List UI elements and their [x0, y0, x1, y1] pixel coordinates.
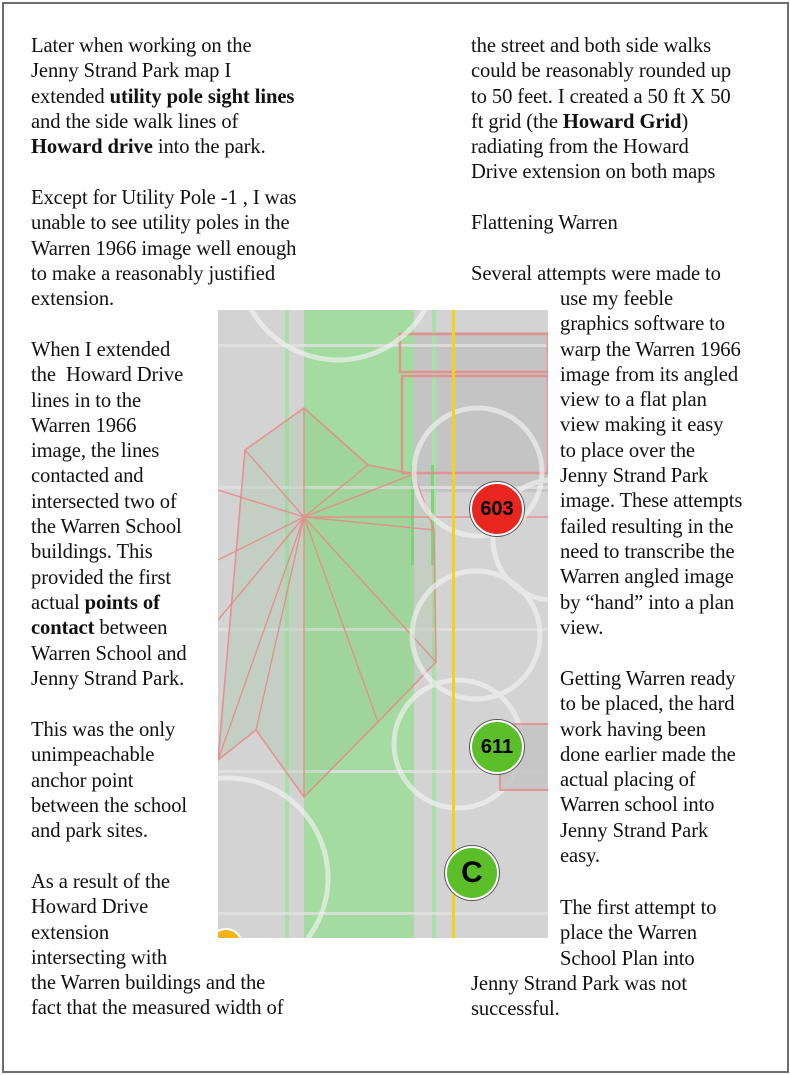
right-paragraph-4-tail — [471, 972, 687, 1023]
text-line: Jenny Strand Park. — [31, 667, 185, 690]
text-line: This was the only — [31, 719, 176, 741]
text-line: and the side walk lines of — [31, 110, 239, 133]
text-span: ft grid (the — [471, 110, 563, 133]
text-line: done earlier made the — [560, 743, 736, 766]
text-span: into the park. — [152, 136, 266, 159]
text-line: The first attempt to — [560, 897, 717, 919]
text-line: the Warren buildings and the — [31, 972, 266, 995]
bold-term-howard-grid: Howard Grid — [562, 110, 682, 133]
text-line: lines in to the — [31, 389, 142, 412]
text-line: Jenny Strand Park — [560, 465, 709, 488]
text-line: the Howard Drive — [31, 364, 184, 387]
text-line: to place over the — [560, 439, 695, 462]
bold-term-contact: contact — [31, 617, 95, 640]
bold-term-howard-drive: Howard drive — [31, 136, 153, 159]
text-line: view making it easy — [560, 414, 724, 437]
text-line: Howard Drive — [31, 896, 149, 919]
bold-term-points-of: points of — [84, 591, 160, 614]
text-line: Jenny Strand Park was not — [471, 973, 687, 995]
text-span: extended — [31, 85, 110, 108]
text-line — [31, 85, 294, 110]
text-line: radiating from the Howard — [471, 136, 689, 159]
text-line: Later when working on the — [31, 35, 252, 57]
text-line: place the Warren — [560, 922, 698, 945]
text-line: Warren 1966 — [31, 414, 137, 437]
text-line: work having been — [560, 718, 706, 741]
text-line: warp the Warren 1966 — [560, 338, 741, 361]
text-line: and park sites. — [31, 820, 148, 843]
marker-label: 603 — [480, 497, 514, 520]
right-paragraph-2-wrapped — [560, 287, 742, 641]
map-drawing — [218, 310, 548, 938]
text-line: easy. — [560, 845, 600, 868]
text-line — [31, 135, 294, 160]
text-line: to 50 feet. I created a 50 ft X 50 — [471, 85, 731, 108]
text-line: image, the lines — [31, 440, 160, 463]
left-paragraph-4 — [31, 718, 187, 844]
text-line: the street and both side walks — [471, 35, 712, 57]
text-span: between — [94, 617, 168, 640]
text-line: Warren angled image — [560, 566, 734, 589]
building-block — [398, 332, 548, 492]
marker-c[interactable] — [445, 846, 499, 900]
left-paragraph-3 — [31, 338, 187, 692]
right-paragraph-3 — [560, 667, 736, 869]
text-span: actual — [31, 591, 85, 614]
text-line: unimpeachable — [31, 744, 155, 767]
text-line — [31, 591, 187, 616]
marker-label: C — [461, 856, 483, 889]
text-line: could be reasonably rounded up — [471, 60, 732, 83]
text-line: Jenny Strand Park map I — [31, 60, 232, 83]
text-line: graphics software to — [560, 313, 725, 336]
text-line — [31, 616, 187, 641]
text-line: unable to see utility poles in the — [31, 212, 290, 235]
text-line: use my feeble — [560, 288, 674, 310]
text-line: fact that the measured width of — [31, 997, 284, 1020]
text-line: As a result of the — [31, 871, 170, 893]
text-line: Drive extension on both maps — [471, 161, 716, 184]
map-image — [218, 310, 548, 938]
text-line: extension. — [31, 288, 115, 311]
text-line: view. — [560, 616, 604, 639]
left-paragraph-2 — [31, 186, 296, 312]
text-line: actual placing of — [560, 769, 696, 792]
text-line: School Plan into — [560, 947, 695, 970]
text-line: to be placed, the hard — [560, 693, 735, 716]
text-line: buildings. This — [31, 541, 153, 564]
text-line: image from its angled — [560, 363, 739, 386]
section-heading: Flattening Warren — [471, 212, 618, 234]
text-line: Except for Utility Pole -1 , I was — [31, 187, 297, 209]
text-line: by “hand” into a plan — [560, 591, 735, 614]
text-line: Getting Warren ready — [560, 668, 736, 690]
text-line: need to transcribe the — [560, 540, 735, 563]
text-span: ) — [681, 110, 689, 133]
road-centerline — [452, 310, 455, 938]
text-line: image. These attempts — [560, 490, 743, 513]
text-line: Jenny Strand Park — [560, 819, 709, 842]
left-paragraph-1 — [31, 34, 294, 160]
text-line: Warren school into — [560, 794, 715, 817]
text-line: to make a reasonably justified — [31, 262, 276, 285]
grid-line — [218, 912, 548, 915]
text-line: intersecting with — [31, 946, 168, 969]
text-line: contacted and — [31, 465, 144, 488]
marker-603[interactable] — [470, 482, 524, 536]
text-line: the Warren School — [31, 516, 182, 539]
right-paragraph-2 — [471, 262, 721, 287]
text-line: view to a flat plan — [560, 389, 707, 412]
text-line: Warren 1966 image well enough — [31, 237, 297, 260]
text-line: When I extended — [31, 339, 171, 361]
text-line: failed resulting in the — [560, 515, 734, 538]
text-line — [471, 110, 731, 135]
right-paragraph-4 — [560, 896, 716, 972]
text-line: intersected two of — [31, 490, 177, 513]
text-line: extension — [31, 921, 110, 944]
text-line: Warren School and — [31, 642, 187, 665]
text-line: between the school — [31, 794, 188, 817]
text-line: successful. — [471, 998, 560, 1021]
bold-term-utility-pole-sight-lines: utility pole sight lines — [109, 85, 295, 108]
right-paragraph-1 — [471, 34, 731, 186]
text-line: anchor point — [31, 769, 134, 792]
marker-label: 611 — [480, 735, 514, 758]
text-line: provided the first — [31, 566, 172, 589]
text-line: Several attempts were made to — [471, 263, 721, 285]
marker-611[interactable] — [470, 720, 524, 774]
